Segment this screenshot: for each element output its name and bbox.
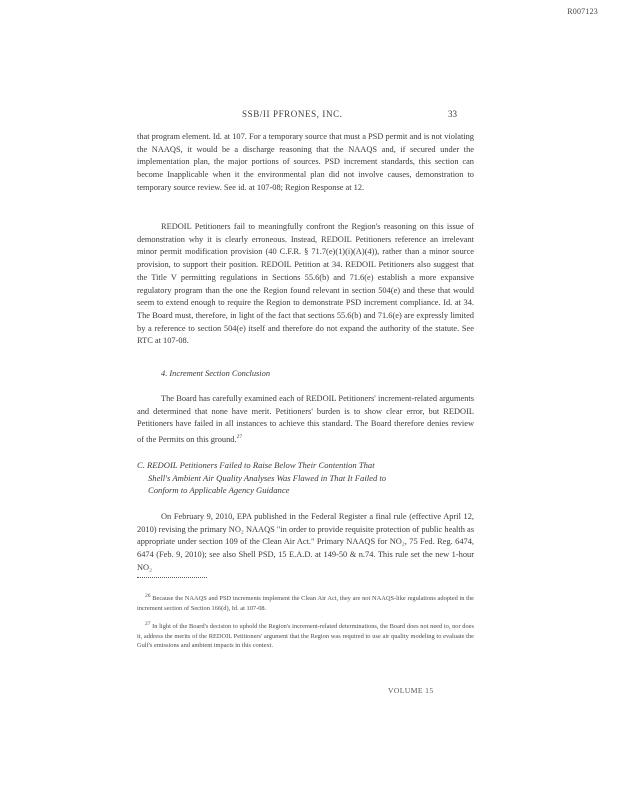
footnote-27-text: In light of the Board's decision to uphold the Region's increment-related determinations, the Board does not need to, nor does it, address the merits of the REDOIL Petitioners' argument that the Region was required to use air quality modeling to evaluate the Gulf's emissions and ambient impacts in this context. xyxy=(137,623,474,649)
footnote-27 xyxy=(137,620,474,650)
document-id-stamp: R007123 xyxy=(567,7,598,16)
paragraph-3 xyxy=(137,393,474,447)
paragraph-2-text: REDOIL Petitioners fail to meaningfully confront the Region's reasoning on this issue of demonstration why it is clearly erroneous. Instead, REDOIL Petitioners reference an irrelevant minor permit modification provision (40 C.F.R. § 71.7(e)(1)(i)(A)(4)), rather than a minor source provision, to support their position. REDOIL Petition at 34. REDOIL Petitioners also suggest that the Title V permitting regulations in Sections 55.6(b) and 71.6(e) establish a more expansive regulatory program than the one the Region found relevant in section 504(e) and these that would seem to extend enough to require the Region to demonstrate PSD increment compliance. Id. at 34. The Board must, therefore, in light of the fact that sections 55.6(b) and 71.6(e) are expressly limited by a reference to section 504(e) itself and therefore do not expand the authority of the statute. See RTC at 107-08. xyxy=(137,222,474,346)
section-c-line-2: Shell's Ambient Air Quality Analyses Was Flawed in That It Failed to xyxy=(148,472,387,483)
paragraph-4-text: On February 9, 2010, EPA published in the Federal Register a final rule (effective April 12, 2010) revising the primary NO₂ NAAQS "in order to provide requisite protection of public health as appropriate under section 109 of the Clean Air Act." Primary NAAQS for NO₂, 75 Fed. Reg. 6474, 6474 (Feb. 9, 2010); see also Shell PSD, 15 E.A.D. at 149-50 & n.74. This rule set the new 1-hour NO₂ xyxy=(137,512,474,572)
running-header-page-number: 33 xyxy=(448,109,457,119)
running-header-title: SSB/II PFRONES, INC. xyxy=(242,109,343,119)
paragraph-3-text xyxy=(137,393,474,447)
subsection-heading-text: 4. Increment Section Conclusion xyxy=(161,369,271,378)
footnote-ref-27: 27 xyxy=(236,434,243,441)
paragraph-1-text: that program element. Id. at 107. For a temporary source that must a PSD permit and is not violating the NAAQS, it would be a discharge reasoning that the NAAQS and, if secured under the implementation plan, the major portions of sources. PSD increment standards, this section can become Inapplicable when it the environmental plan did not involve causes, demonstration to temporary source review. See id. at 107-08; Region Response at 12. xyxy=(137,132,474,192)
paragraph-3-body: The Board has carefully examined each of REDOIL Petitioners' increment-related arguments and determined that none have merit. Petitioners' burden is to show clear error, but REDOIL Petitioners have failed in all instances to achieve this standard. The Board therefore denies review of the Permits on this ground. xyxy=(137,394,474,444)
section-c-line-1: C. REDOIL Petitioners Failed to Raise Below Their Contention That xyxy=(137,460,375,470)
section-c-heading xyxy=(137,459,474,497)
footnote-26-number: 26 xyxy=(145,593,151,599)
footnote-26 xyxy=(137,592,474,613)
paragraph-1 xyxy=(137,131,474,195)
footnote-27-number: 27 xyxy=(145,621,151,627)
footnote-26-text: Because the NAAQS and PSD increments implement the Clean Air Act, they are not NAAQS-like regulations adopted in the increment section of Section 166(d), Id. at 107-08. xyxy=(137,595,474,612)
subsection-heading xyxy=(137,368,474,381)
paragraph-2 xyxy=(137,221,474,348)
volume-footer: VOLUME 15 xyxy=(388,686,434,695)
paragraph-4 xyxy=(137,511,474,575)
section-c-line-3: Conform to Applicable Agency Guidance xyxy=(148,485,290,496)
footnote-divider xyxy=(137,577,207,578)
